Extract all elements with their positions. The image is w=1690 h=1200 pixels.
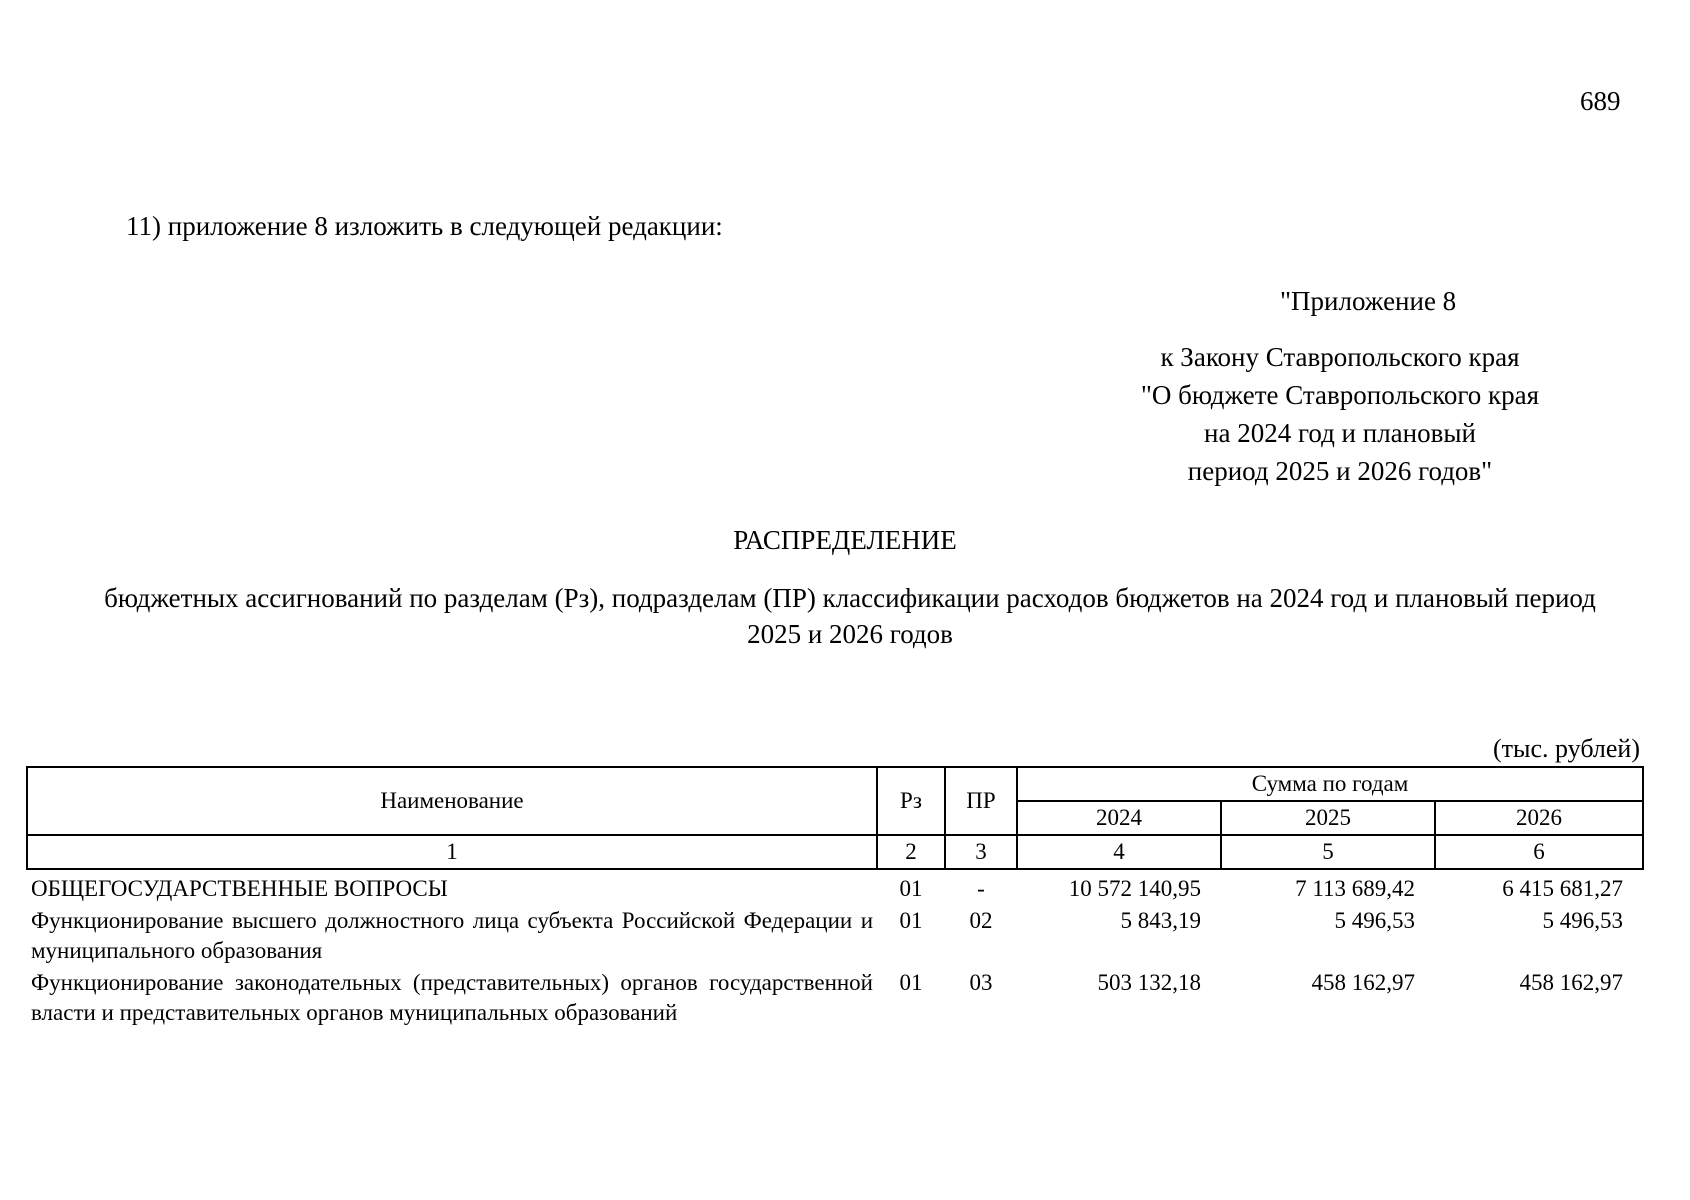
row-amount-2025: 458 162,97 — [1311, 970, 1415, 995]
header-pr: ПР — [945, 767, 1017, 835]
page-number: 689 — [1580, 86, 1621, 116]
row-name: ОБЩЕГОСУДАРСТВЕННЫЕ ВОПРОСЫ — [31, 876, 448, 901]
row-name: Функционирование законодательных (представительных) органов государственной власти и представительных органов муниципальных образований — [31, 970, 873, 1025]
column-number: 6 — [1435, 835, 1643, 869]
instruction-text: 11) приложение 8 изложить в следующей редакции: — [126, 211, 723, 241]
units-label: (тыс. рублей) — [1492, 734, 1640, 763]
column-number: 5 — [1221, 835, 1435, 869]
row-rz: 01 — [899, 970, 923, 995]
row-amount-2025: 7 113 689,42 — [1295, 876, 1415, 901]
appendix-reference — [1100, 338, 1580, 490]
row-amount-2024: 503 132,18 — [1097, 970, 1201, 995]
table-row — [27, 966, 1643, 1028]
appendix-title: "Приложение 8 — [1280, 286, 1457, 316]
row-rz: 01 — [899, 876, 923, 901]
row-amount-2024: 10 572 140,95 — [1068, 876, 1201, 901]
row-pr: 03 — [969, 970, 993, 995]
table-header-row — [27, 767, 1643, 801]
column-number: 4 — [1017, 835, 1221, 869]
table-row — [27, 904, 1643, 966]
appendix-line: "О бюджете Ставропольского края — [1140, 380, 1540, 410]
appendix-line: на 2024 год и плановый — [1204, 418, 1476, 448]
row-amount-2025: 5 496,53 — [1334, 908, 1415, 933]
row-amount-2026: 458 162,97 — [1519, 970, 1624, 995]
header-sum-by-years: Сумма по годам — [1017, 767, 1643, 801]
budget-table — [26, 766, 1644, 1028]
row-pr: - — [977, 876, 985, 901]
row-amount-2026: 6 415 681,27 — [1502, 876, 1624, 901]
column-number: 3 — [945, 835, 1017, 869]
column-numbers-row — [27, 835, 1643, 869]
row-rz: 01 — [899, 908, 923, 933]
column-number: 1 — [27, 835, 877, 869]
appendix-line: к Закону Ставропольского края — [1160, 342, 1520, 372]
header-rz: Рз — [877, 767, 945, 835]
row-name: Функционирование высшего должностного лица субъекта Российской Федерации и муниципального образования — [31, 908, 873, 963]
row-amount-2026: 5 496,53 — [1542, 908, 1624, 933]
header-name: Наименование — [27, 767, 877, 835]
document-subheading: бюджетных ассигнований по разделам (Рз), подразделам (ПР) классификации расходов бюджетов на 2024 год и плановый период 2025 и 2026 годов — [104, 583, 1596, 649]
document-heading: РАСПРЕДЕЛЕНИЕ — [733, 525, 957, 555]
header-year-2026: 2026 — [1435, 801, 1643, 835]
row-amount-2024: 5 843,19 — [1120, 908, 1201, 933]
appendix-line: период 2025 и 2026 годов" — [1187, 456, 1493, 486]
header-year-2024: 2024 — [1017, 801, 1221, 835]
header-year-2025: 2025 — [1221, 801, 1435, 835]
row-pr: 02 — [969, 908, 993, 933]
column-number: 2 — [877, 835, 945, 869]
table-row — [27, 869, 1643, 904]
